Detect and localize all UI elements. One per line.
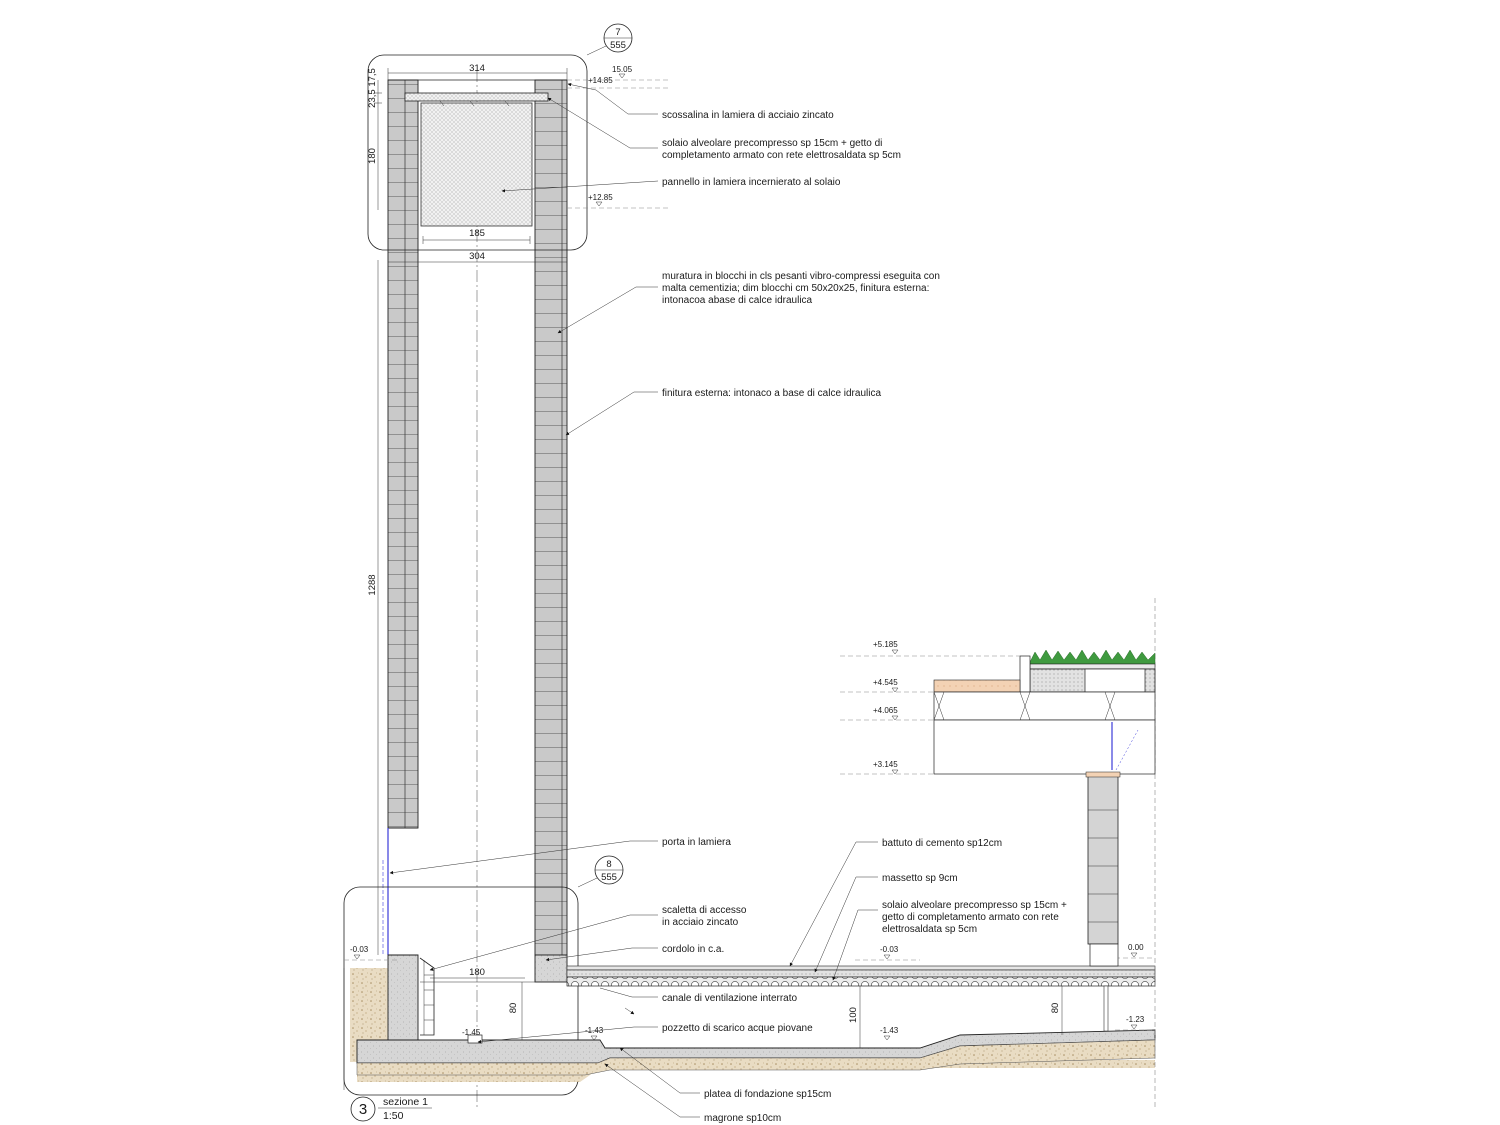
note-drain: pozzetto di scarico acque piovane xyxy=(662,1023,813,1034)
note-cement-topping: battuto di cemento sp12cm xyxy=(882,838,1003,849)
note-slab-2: getto di completamento armato con rete xyxy=(882,912,1059,923)
hinged-metal-panel xyxy=(421,103,532,226)
dim-tower-height: 1288 xyxy=(367,574,378,596)
level-panel-bottom: +12.85 xyxy=(588,193,613,202)
left-footing xyxy=(388,955,418,1040)
cement-topping xyxy=(567,966,1155,970)
left-block-wall xyxy=(388,80,418,828)
note-ladder-2: in acciaio zincato xyxy=(662,917,739,928)
note-masonry-2: malta cementizia; dim blocchi cm 50x20x25, finitura esterna: xyxy=(662,283,930,294)
level-floor-left: -0.03 xyxy=(350,945,369,954)
detail-7-sheet: 555 xyxy=(610,40,626,51)
note-slab-1: solaio alveolare precompresso sp 15cm + xyxy=(882,900,1067,911)
dim-top-stack: 23,5 17,5 xyxy=(367,68,378,108)
note-curb: cordolo in c.a. xyxy=(662,944,725,955)
section-name: sezione 1 xyxy=(383,1096,428,1108)
section-scale: 1:50 xyxy=(383,1110,404,1122)
level-floor-mid: -0.03 xyxy=(880,945,899,954)
beam-zone xyxy=(934,692,1155,720)
section-number: 3 xyxy=(358,1101,368,1118)
level-found-left: -1.43 xyxy=(585,1026,604,1035)
detail-8-sheet: 555 xyxy=(601,872,617,883)
level-roof-slab: +4.545 xyxy=(873,678,898,687)
right-block-wall xyxy=(535,80,567,955)
window-zone xyxy=(934,720,1155,774)
level-ground-right: 0.00 xyxy=(1128,943,1144,952)
dim-crawl-depth: 80 xyxy=(1050,1002,1061,1014)
wall-base xyxy=(1090,944,1118,966)
foundation xyxy=(344,943,1155,1090)
note-foundation: platea di fondazione sp15cm xyxy=(704,1089,832,1100)
top-levels xyxy=(567,65,670,208)
dim-channel-width: 180 xyxy=(469,967,485,978)
level-green-roof: +5.185 xyxy=(873,640,898,649)
level-found-right: -1.23 xyxy=(1126,1015,1145,1024)
right-low-wall xyxy=(1088,774,1118,944)
detail-8-num: 8 xyxy=(606,859,612,870)
level-beam: +4.065 xyxy=(873,706,898,715)
note-masonry-1: muratura in blocchi in cls pesanti vibro-compressi eseguita con xyxy=(662,271,940,282)
hollow-core-slab xyxy=(567,977,1155,986)
note-panel: pannello in lamiera incernierato al solaio xyxy=(662,177,841,188)
note-slab-3: elettrosaldata sp 5cm xyxy=(882,924,978,935)
note-masonry-3: intonacoa abase di calce idraulica xyxy=(662,295,813,306)
roof-edge xyxy=(934,680,1020,692)
green-roof-substrate xyxy=(1030,664,1155,669)
roof-slab xyxy=(405,93,548,101)
level-roof: +14.85 xyxy=(588,76,613,85)
level-window-head: +3.145 xyxy=(873,760,898,769)
note-door: porta in lamiera xyxy=(662,837,731,848)
note-flashing: scossalina in lamiera di acciaio zincato xyxy=(662,110,834,121)
note-roof-slab-1: solaio alveolare precompresso sp 15cm + getto di xyxy=(662,138,883,149)
dim-panel-width: 185 xyxy=(469,228,485,239)
level-found-mid: -1.43 xyxy=(880,1026,899,1035)
level-top: 15.05 xyxy=(612,65,633,74)
dim-inner-width: 304 xyxy=(469,251,485,262)
section-title xyxy=(351,1096,432,1122)
dim-channel-depth: 80 xyxy=(508,1002,519,1014)
note-finish: finitura esterna: intonaco a base di calce idraulica xyxy=(662,388,882,399)
screed xyxy=(567,970,1155,977)
note-screed: massetto sp 9cm xyxy=(882,873,958,884)
slab-support xyxy=(1104,986,1108,1031)
parapet xyxy=(1020,656,1030,692)
detail-callout-8 xyxy=(578,856,623,887)
leaders xyxy=(390,84,878,1117)
note-lean-concrete: magrone sp10cm xyxy=(704,1113,782,1124)
note-roof-slab-2: completamento armato con rete elettrosaldata sp 5cm xyxy=(662,150,902,161)
level-pit-bottom: -1.45 xyxy=(462,1028,481,1037)
green-roof-grass xyxy=(1030,650,1155,664)
dim-slab-depth: 100 xyxy=(848,1007,859,1023)
dim-panel-height: 180 xyxy=(367,148,378,164)
dim-top-width: 314 xyxy=(469,63,485,74)
detail-7-num: 7 xyxy=(615,27,621,38)
tower xyxy=(344,55,587,1110)
note-vent-channel: canale di ventilazione interrato xyxy=(662,993,798,1004)
note-ladder-1: scaletta di accesso xyxy=(662,905,747,916)
detail-callout-7 xyxy=(587,24,632,55)
